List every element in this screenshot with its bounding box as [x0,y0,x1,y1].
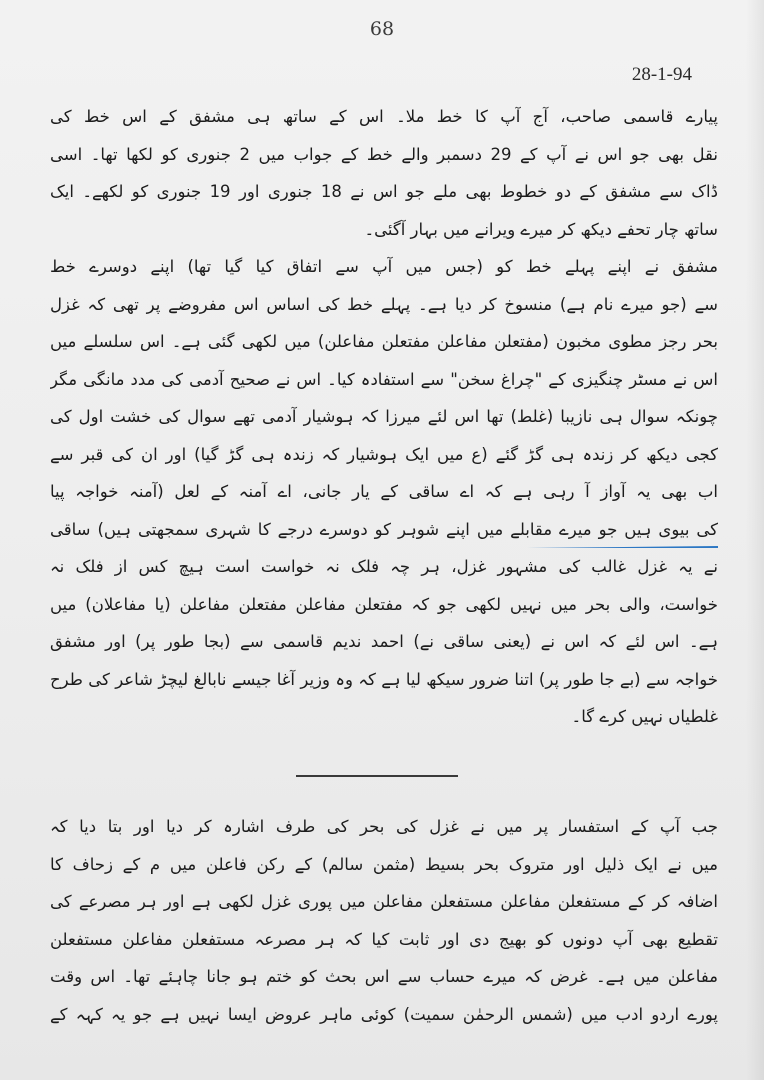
text-line: پورے اردو ادب میں (شمس الرحمٰن سمیت) کوئی ماہر عروض ایسا نہیں ہے جو یہ کہہ کے [50,1004,718,1024]
text-line: بحر رجز مطوی مخبون (مفتعلن مفاعلن مفتعلن مفاعلن) میں لکھی گئی ہے۔ اس سلسلے میں [50,332,718,351]
text-line: میں نے ایک ذلیل اور متروک بحر بسیط (مثمن سالم) کے رکن فاعلن میں م کے زحاف کا [50,854,718,874]
section-divider [296,775,458,777]
text-line: نقل بھی جو اس نے آپ کے 29 دسمبر والے خط کے جواب میں 2 جنوری کو لکھا تھا۔ اسی [50,144,718,164]
text-line: مفاعلن میں ہے۔ غرض کہ میرے حساب سے اس بحث کو ختم ہو جانا چاہئے تھا۔ اس وقت [50,967,718,986]
text-line-underlined [50,511,718,549]
text-line: غلطیاں نہیں کرے گا۔ [571,707,718,726]
text-line: ڈاک سے مشفق کے دو خطوط بھی ملے جو اس نے 18 جنوری اور 19 جنوری کو لکھے۔ ایک [50,182,718,201]
page-number: 68 [369,18,395,40]
text-line: ساتھ چار تحفے دیکھ کر میرے ویرانے میں بہار آگئی۔ [364,219,718,239]
text-line: مشفق نے اپنے پہلے خط کو (جس میں آپ سے اتفاق کیا گیا تھا) اپنے دوسرے خط [50,257,718,276]
text-line: چونکہ سوال ہی نازیبا (غلط) تھا اس لئے میرزا کہ ہوشیار آدمی تھے سوال کی خشت اول کی [50,407,718,426]
text-line: ہے۔ اس لئے کہ اس نے (یعنی ساقی نے) احمد ندیم قاسمی سے (بجا طور پر) اور مشفق [50,632,718,651]
page-edge-shadow [746,0,764,1080]
text-line: جب آپ کے استفسار پر میں نے غزل کی بحر کی طرف اشارہ کر دیا اور بتا دیا کہ [50,817,718,836]
text-line: اس نے مسٹر چنگیزی کے "چراغ سخن" سے استفادہ کیا۔ اس نے صحیح آدمی کی مدد مانگی مگر [50,369,718,389]
text-line: اضافہ کر کے مستفعلن مفاعلن مستفعلن مفاعلن میں پوری غزل لکھی ہے اور ہر مصرعے کی [50,892,718,911]
text-line: تقطیع بھی آپ دونوں کو بھیج دی اور ثابت کیا کہ ہر مصرعہ مستفعلن مفاعلن مستفعلن [50,929,718,949]
text-line: پیارے قاسمی صاحب، آج آپ کا خط ملا۔ اس کے ساتھ ہی مشفق کے اس خط کی [50,107,718,126]
text-line-content: کی بیوی ہیں جو میرے مقابلے میں اپنے شوہر کو دوسرے درجے کا شہری سمجھتی ہیں) ساقی [50,519,718,539]
text-line: خواجہ سے (بے جا طور پر) اتنا ضرور سیکھ لیا ہے کہ وہ وزیر آغا جیسے نابالغ لیچڑ شاعر کی طرح [50,669,718,689]
text-line: اب بھی یہ آواز آ رہی ہے کہ اے ساقی کے یار جانی، اے آمنہ کے لعل (آمنہ خواجہ پیا [50,482,718,501]
text-line: نے یہ غزل غالب کی مشہور غزل، ہر چہ فلک نہ خواست است ہیچ کس از فلک نہ [50,557,718,576]
text-line: کجی دیکھ کر زندہ ہی گڑ گئے (ع میں ایک ہوشیار کہ زندہ ہی گڑ گیا) اور ان کی قبر سے [50,444,718,464]
continuation-body [50,808,718,1033]
text-line: خواست، والی بحر میں نہیں لکھی جو کہ مفتعلن مفاعلن مفتعلن مفاعلن (یا مفاعلان) میں [50,594,718,614]
letter-body [50,98,718,736]
text-line: سے (جو میرے نام ہے) منسوخ کر دیا ہے۔ پہلے خط کی اساس اس مفروضے پر تھی کہ غزل [50,294,718,314]
letter-date: 28-1-94 [631,64,692,85]
